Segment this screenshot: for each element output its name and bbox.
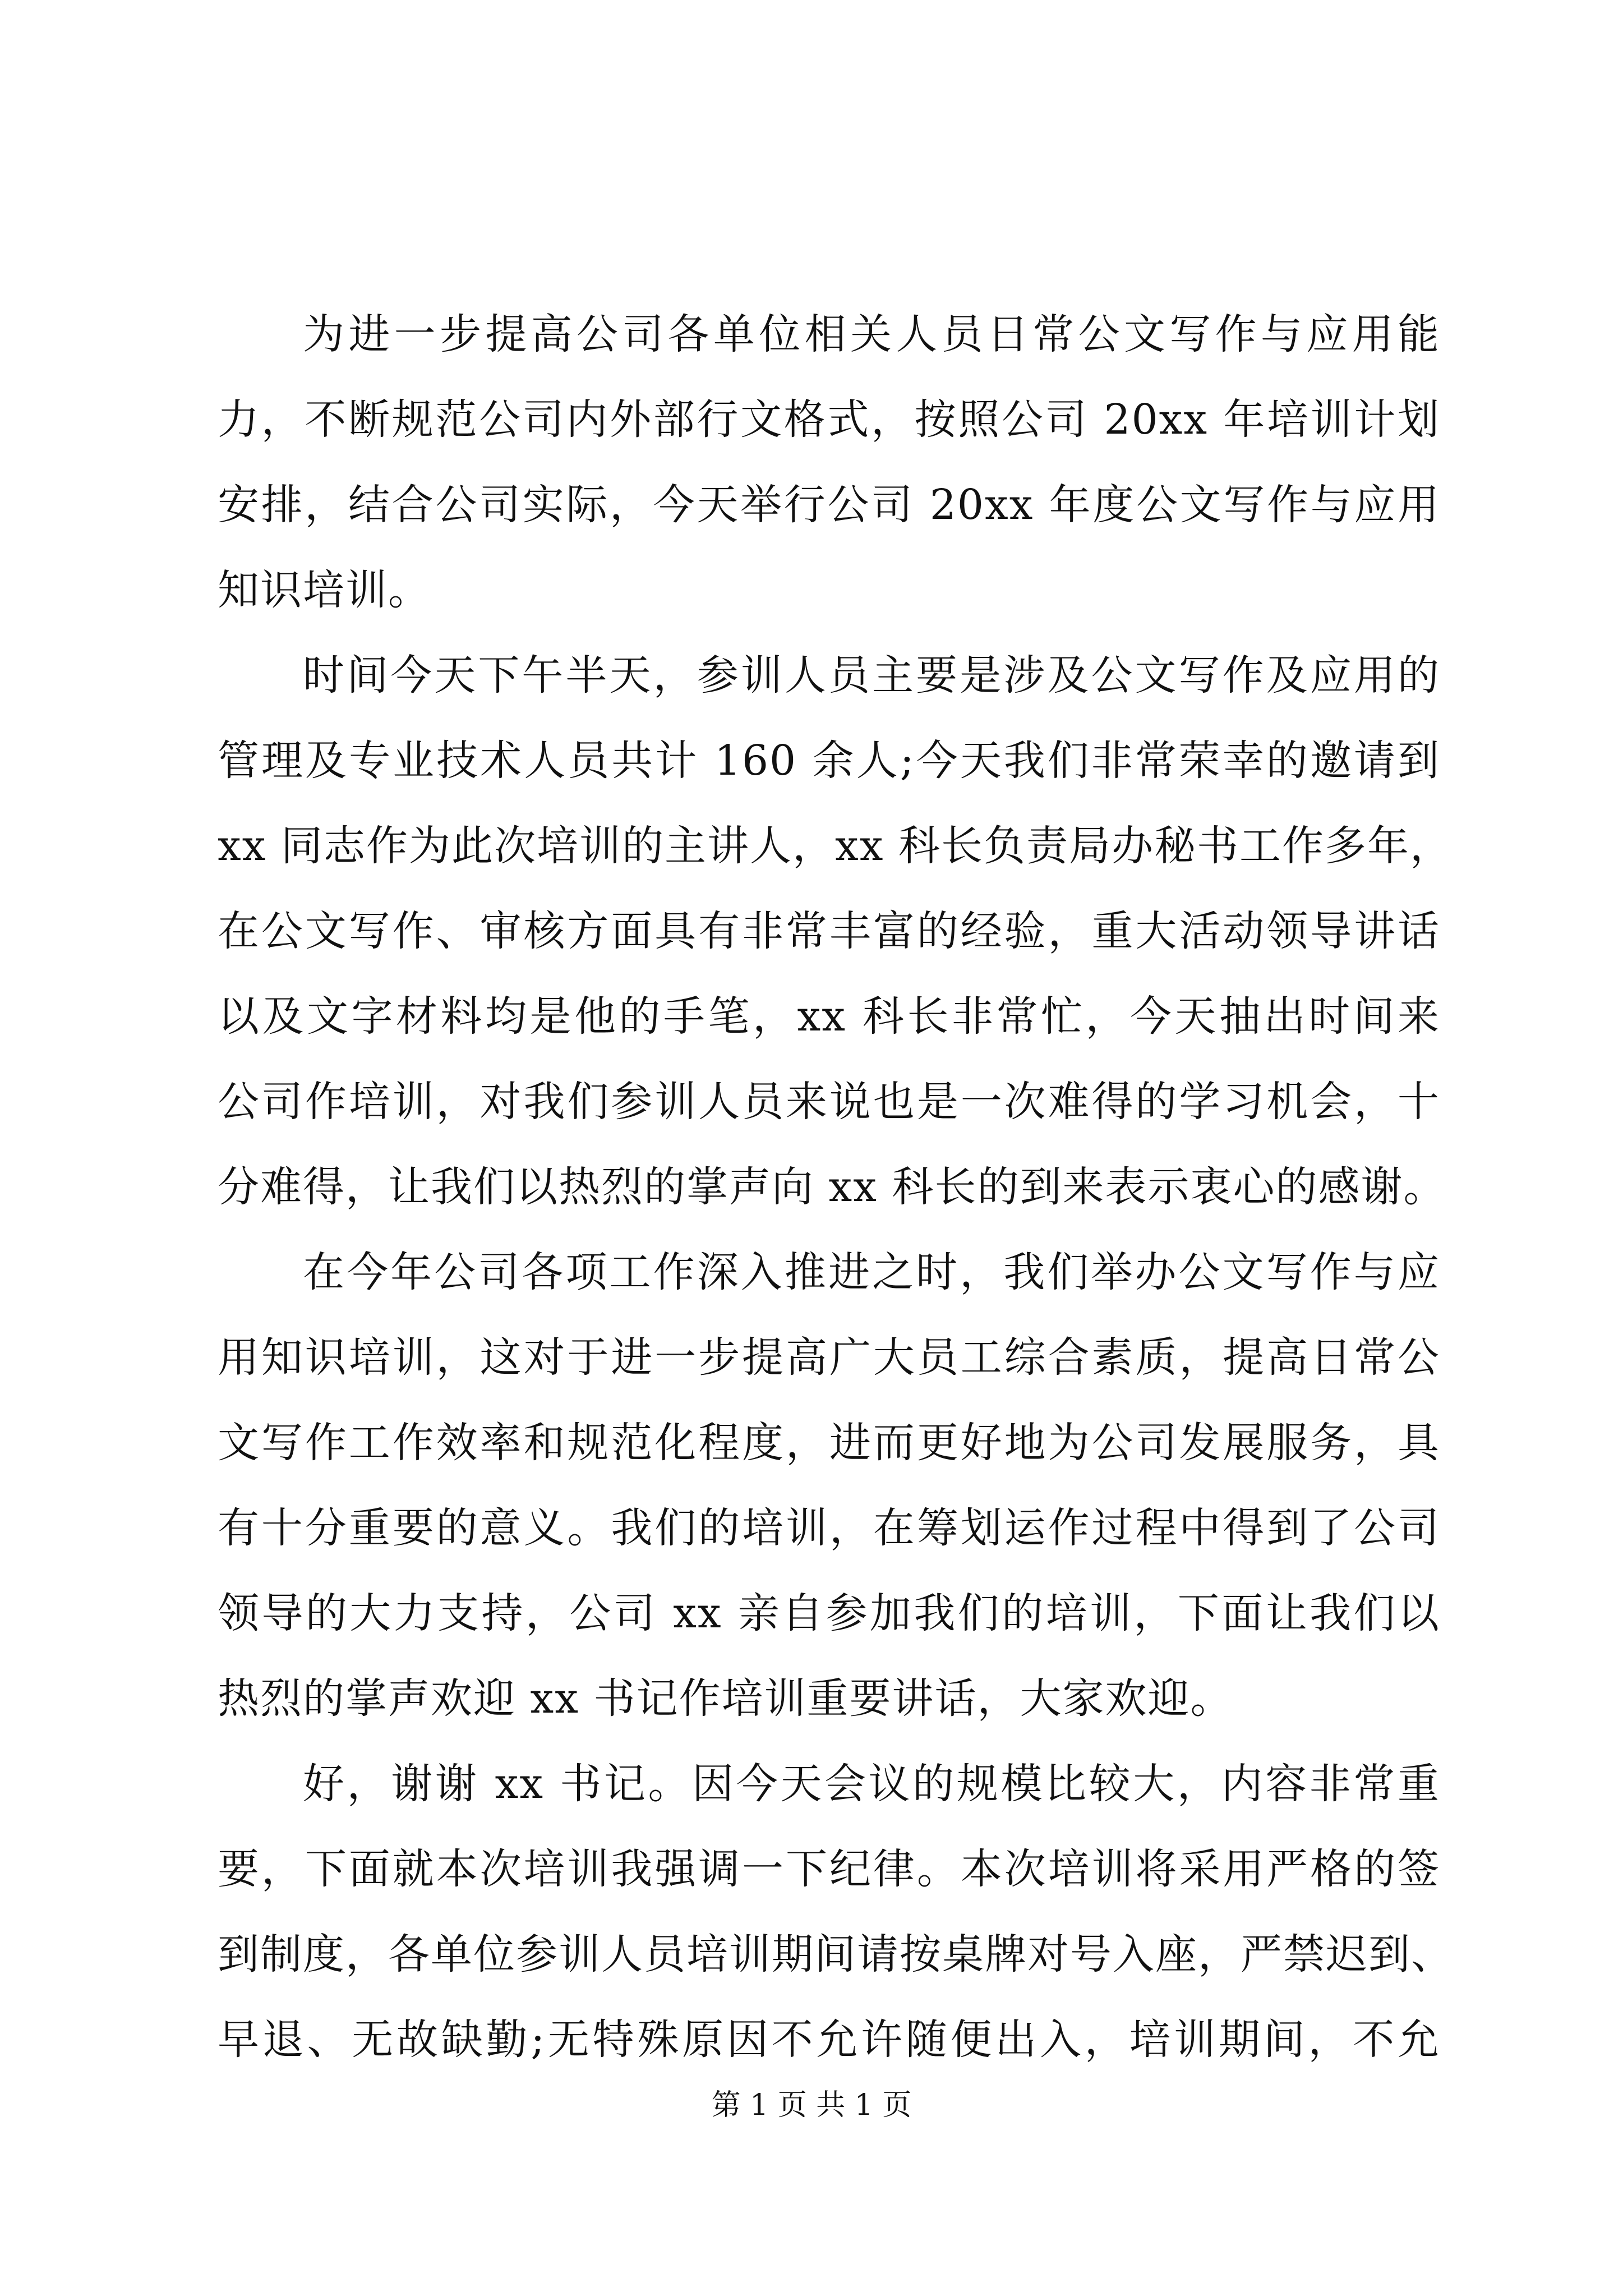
text-line: 好，谢谢 xx 书记。因今天会议的规模比较大，内容非常重 xyxy=(303,1760,1440,1808)
text-line: 以及文字材料均是他的手笔，xx 科长非常忙，今天抽出时间来 xyxy=(218,992,1440,1041)
paragraph-4 xyxy=(218,1741,1454,2082)
text-line: 管理及专业技术人员共计 160 余人;今天我们非常荣幸的邀请到 xyxy=(218,737,1440,785)
text-line: 用知识培训，这对于进一步提高广大员工综合素质，提高日常公 xyxy=(218,1333,1440,1382)
paragraph-3 xyxy=(218,1230,1440,1741)
text-line: 文写作工作效率和规范化程度，进而更好地为公司发展服务，具 xyxy=(218,1419,1440,1467)
text-line: 有十分重要的意义。我们的培训，在筹划运作过程中得到了公司 xyxy=(218,1504,1440,1552)
text-line: 到制度，各单位参训人员培训期间请按桌牌对号入座，严禁迟到、 xyxy=(218,1930,1454,1978)
text-line: 领导的大力支持，公司 xx 亲自参加我们的培训，下面让我们以 xyxy=(218,1589,1440,1637)
text-line: 早退、无故缺勤;无特殊原因不允许随便出入，培训期间，不允 xyxy=(218,2016,1440,2064)
text-line: xx 同志作为此次培训的主讲人，xx 科长负责局办秘书工作多年， xyxy=(218,822,1453,870)
page-number-label: 第 1 页 共 1 页 xyxy=(711,2088,912,2122)
text-line: 为进一步提高公司各单位相关人员日常公文写作与应用能 xyxy=(303,310,1440,358)
text-line: 要，下面就本次培训我强调一下纪律。本次培训将采用严格的签 xyxy=(218,1845,1440,1893)
text-line: 公司作培训，对我们参训人员来说也是一次难得的学习机会，十 xyxy=(218,1078,1440,1126)
text-line: 在公文写作、审核方面具有非常丰富的经验，重大活动领导讲话 xyxy=(218,907,1440,955)
paragraph-2 xyxy=(218,633,1453,1230)
document-body xyxy=(218,292,1454,2082)
text-line: 力，不断规范公司内外部行文格式，按照公司 20xx 年培训计划 xyxy=(218,395,1440,444)
page-footer xyxy=(0,2086,1623,2125)
text-line: 知识培训。 xyxy=(218,566,431,614)
text-line: 时间今天下午半天，参训人员主要是涉及公文写作及应用的 xyxy=(303,651,1440,700)
paragraph-1 xyxy=(218,292,1440,633)
text-line: 安排，结合公司实际，今天举行公司 20xx 年度公文写作与应用 xyxy=(218,481,1440,529)
text-line: 热烈的掌声欢迎 xx 书记作培训重要讲话，大家欢迎。 xyxy=(218,1674,1233,1723)
text-line: 分难得，让我们以热烈的掌声向 xx 科长的到来表示衷心的感谢。 xyxy=(218,1163,1446,1211)
text-line: 在今年公司各项工作深入推进之时，我们举办公文写作与应 xyxy=(303,1248,1440,1296)
